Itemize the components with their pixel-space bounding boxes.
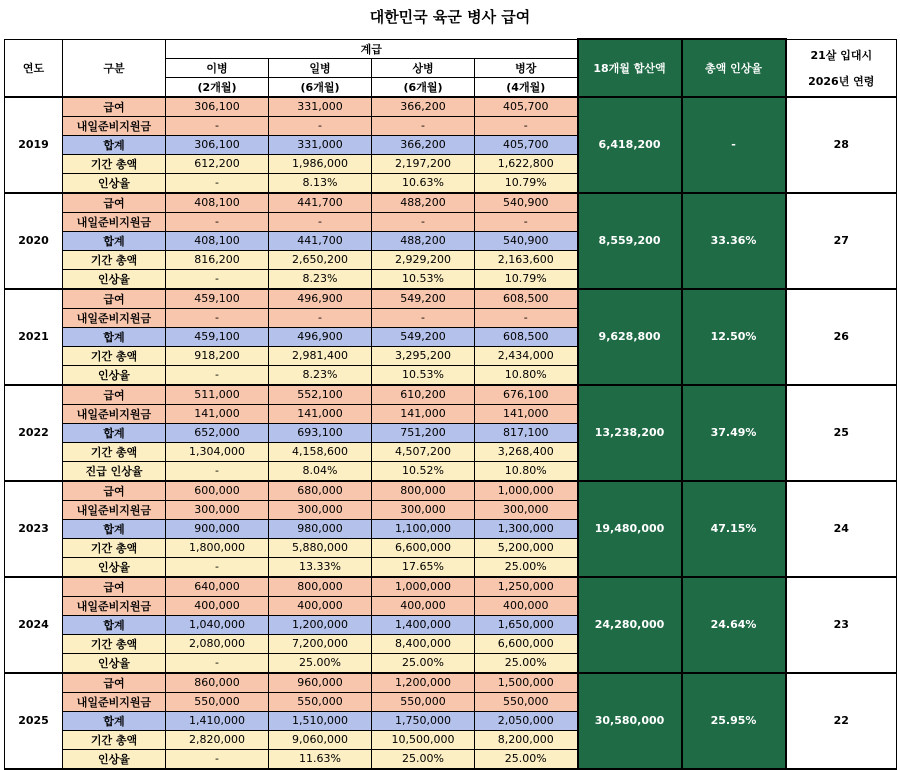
age-cell: 23 <box>786 577 897 673</box>
value-cell: 1,300,000 <box>475 519 578 538</box>
value-cell: 980,000 <box>269 519 372 538</box>
salary-table <box>4 38 897 770</box>
value-cell: 496,900 <box>269 327 372 346</box>
page-title: 대한민국 육군 병사 급여 <box>369 8 531 26</box>
age-cell: 26 <box>786 289 897 385</box>
value-cell: - <box>372 308 475 327</box>
value-cell: 488,200 <box>372 193 475 213</box>
value-cell: 331,000 <box>269 97 372 117</box>
rank-name: 일병 <box>269 58 372 77</box>
value-cell: - <box>269 116 372 135</box>
value-cell: 441,700 <box>269 231 372 250</box>
header-age-line1: 21살 입대시 <box>810 48 873 62</box>
table-row <box>5 385 897 405</box>
value-cell: 751,200 <box>372 423 475 442</box>
value-cell: 25.00% <box>372 653 475 673</box>
value-cell: 608,500 <box>475 327 578 346</box>
row-label: 급여 <box>63 97 166 117</box>
value-cell: 680,000 <box>269 481 372 501</box>
value-cell: 141,000 <box>269 404 372 423</box>
value-cell: 2,197,200 <box>372 154 475 173</box>
row-label: 합계 <box>63 423 166 442</box>
value-cell: 1,750,000 <box>372 711 475 730</box>
value-cell: 8.13% <box>269 173 372 193</box>
value-cell: 1,650,000 <box>475 615 578 634</box>
value-cell: 1,200,000 <box>269 615 372 634</box>
value-cell: 2,434,000 <box>475 346 578 365</box>
total18-cell: 9,628,800 <box>578 289 682 385</box>
value-cell: 1,040,000 <box>166 615 269 634</box>
value-cell: 1,500,000 <box>475 673 578 693</box>
value-cell: 11.63% <box>269 749 372 769</box>
row-label: 기간 총액 <box>63 730 166 749</box>
value-cell: 300,000 <box>475 500 578 519</box>
value-cell: 400,000 <box>372 596 475 615</box>
value-cell: 8,200,000 <box>475 730 578 749</box>
value-cell: 10.80% <box>475 461 578 481</box>
value-cell: 10.79% <box>475 173 578 193</box>
year-cell: 2023 <box>5 481 63 577</box>
value-cell: 1,000,000 <box>475 481 578 501</box>
row-label: 내일준비지원금 <box>63 596 166 615</box>
value-cell: 17.65% <box>372 557 475 577</box>
raise-cell: 33.36% <box>682 193 786 289</box>
value-cell: 900,000 <box>166 519 269 538</box>
value-cell: - <box>166 269 269 289</box>
row-label: 기간 총액 <box>63 538 166 557</box>
value-cell: 405,700 <box>475 135 578 154</box>
value-cell: - <box>166 557 269 577</box>
header-age <box>786 39 897 97</box>
value-cell: 8.04% <box>269 461 372 481</box>
value-cell: 1,200,000 <box>372 673 475 693</box>
value-cell: - <box>475 308 578 327</box>
value-cell: - <box>166 461 269 481</box>
age-cell: 22 <box>786 673 897 769</box>
table-row <box>5 97 897 117</box>
value-cell: - <box>166 212 269 231</box>
value-cell: 10.63% <box>372 173 475 193</box>
value-cell: - <box>166 749 269 769</box>
rank-name: 이병 <box>166 58 269 77</box>
row-label: 급여 <box>63 481 166 501</box>
value-cell: 816,200 <box>166 250 269 269</box>
value-cell: 408,100 <box>166 231 269 250</box>
row-label: 합계 <box>63 519 166 538</box>
value-cell: 5,200,000 <box>475 538 578 557</box>
value-cell: 1,400,000 <box>372 615 475 634</box>
value-cell: - <box>372 212 475 231</box>
value-cell: 10.53% <box>372 269 475 289</box>
total18-cell: 6,418,200 <box>578 97 682 193</box>
table-row <box>5 193 897 213</box>
total18-cell: 30,580,000 <box>578 673 682 769</box>
value-cell: 550,000 <box>372 692 475 711</box>
value-cell: 2,163,600 <box>475 250 578 269</box>
raise-cell: 47.15% <box>682 481 786 577</box>
value-cell: 6,600,000 <box>475 634 578 653</box>
salary-table-body <box>5 97 897 769</box>
value-cell: - <box>372 116 475 135</box>
row-label: 기간 총액 <box>63 634 166 653</box>
header-category: 구분 <box>63 39 166 97</box>
year-cell: 2025 <box>5 673 63 769</box>
value-cell: 13.33% <box>269 557 372 577</box>
value-cell: 496,900 <box>269 289 372 309</box>
value-cell: 306,100 <box>166 97 269 117</box>
rank-months: (6개월) <box>372 77 475 97</box>
value-cell: - <box>166 365 269 385</box>
value-cell: 25.00% <box>475 749 578 769</box>
total18-cell: 24,280,000 <box>578 577 682 673</box>
row-label: 급여 <box>63 193 166 213</box>
row-label: 인상율 <box>63 365 166 385</box>
value-cell: 10.79% <box>475 269 578 289</box>
year-cell: 2024 <box>5 577 63 673</box>
value-cell: 2,650,200 <box>269 250 372 269</box>
value-cell: 400,000 <box>166 596 269 615</box>
value-cell: 550,000 <box>166 692 269 711</box>
value-cell: - <box>269 308 372 327</box>
value-cell: 8,400,000 <box>372 634 475 653</box>
row-label: 급여 <box>63 289 166 309</box>
row-label: 인상율 <box>63 653 166 673</box>
value-cell: 300,000 <box>269 500 372 519</box>
age-cell: 27 <box>786 193 897 289</box>
value-cell: 1,510,000 <box>269 711 372 730</box>
row-label: 급여 <box>63 673 166 693</box>
value-cell: 459,100 <box>166 289 269 309</box>
value-cell: 6,600,000 <box>372 538 475 557</box>
value-cell: 25.00% <box>372 749 475 769</box>
value-cell: 405,700 <box>475 97 578 117</box>
value-cell: 2,050,000 <box>475 711 578 730</box>
value-cell: 693,100 <box>269 423 372 442</box>
header-rank-group: 계급 <box>166 39 578 58</box>
value-cell: 676,100 <box>475 385 578 405</box>
value-cell: 10.80% <box>475 365 578 385</box>
rank-months: (6개월) <box>269 77 372 97</box>
value-cell: 25.00% <box>475 557 578 577</box>
table-row <box>5 481 897 501</box>
value-cell: - <box>166 308 269 327</box>
value-cell: 10.53% <box>372 365 475 385</box>
raise-cell: - <box>682 97 786 193</box>
value-cell: 5,880,000 <box>269 538 372 557</box>
value-cell: 141,000 <box>372 404 475 423</box>
value-cell: 1,250,000 <box>475 577 578 597</box>
value-cell: 549,200 <box>372 289 475 309</box>
value-cell: 1,800,000 <box>166 538 269 557</box>
row-label: 합계 <box>63 711 166 730</box>
value-cell: 2,929,200 <box>372 250 475 269</box>
value-cell: 300,000 <box>372 500 475 519</box>
value-cell: 511,000 <box>166 385 269 405</box>
value-cell: 400,000 <box>269 596 372 615</box>
row-label: 내일준비지원금 <box>63 308 166 327</box>
value-cell: 10,500,000 <box>372 730 475 749</box>
raise-cell: 37.49% <box>682 385 786 481</box>
header-year: 연도 <box>5 39 63 97</box>
row-label: 기간 총액 <box>63 346 166 365</box>
value-cell: 4,507,200 <box>372 442 475 461</box>
value-cell: 817,100 <box>475 423 578 442</box>
row-label: 합계 <box>63 327 166 346</box>
value-cell: 408,100 <box>166 193 269 213</box>
row-label: 기간 총액 <box>63 154 166 173</box>
raise-cell: 25.95% <box>682 673 786 769</box>
value-cell: 608,500 <box>475 289 578 309</box>
row-label: 진급 인상율 <box>63 461 166 481</box>
year-cell: 2020 <box>5 193 63 289</box>
value-cell: 400,000 <box>475 596 578 615</box>
rank-name: 병장 <box>475 58 578 77</box>
row-label: 내일준비지원금 <box>63 212 166 231</box>
value-cell: 2,820,000 <box>166 730 269 749</box>
value-cell: 300,000 <box>166 500 269 519</box>
age-cell: 28 <box>786 97 897 193</box>
value-cell: 366,200 <box>372 97 475 117</box>
value-cell: 612,200 <box>166 154 269 173</box>
value-cell: 610,200 <box>372 385 475 405</box>
row-label: 기간 총액 <box>63 250 166 269</box>
value-cell: 8.23% <box>269 365 372 385</box>
table-row <box>5 673 897 693</box>
value-cell: 540,900 <box>475 231 578 250</box>
value-cell: - <box>475 212 578 231</box>
value-cell: 1,100,000 <box>372 519 475 538</box>
value-cell: 860,000 <box>166 673 269 693</box>
row-label: 기간 총액 <box>63 442 166 461</box>
value-cell: 918,200 <box>166 346 269 365</box>
value-cell: 25.00% <box>269 653 372 673</box>
header-age-line2: 2026년 연령 <box>808 74 875 88</box>
age-cell: 24 <box>786 481 897 577</box>
row-label: 급여 <box>63 577 166 597</box>
rank-months: (4개월) <box>475 77 578 97</box>
value-cell: - <box>166 653 269 673</box>
value-cell: 4,158,600 <box>269 442 372 461</box>
year-cell: 2019 <box>5 97 63 193</box>
value-cell: 2,981,400 <box>269 346 372 365</box>
value-cell: 960,000 <box>269 673 372 693</box>
row-label: 내일준비지원금 <box>63 500 166 519</box>
value-cell: 800,000 <box>372 481 475 501</box>
age-cell: 25 <box>786 385 897 481</box>
row-label: 인상율 <box>63 269 166 289</box>
value-cell: 652,000 <box>166 423 269 442</box>
total18-cell: 8,559,200 <box>578 193 682 289</box>
value-cell: 800,000 <box>269 577 372 597</box>
row-label: 합계 <box>63 135 166 154</box>
value-cell: 600,000 <box>166 481 269 501</box>
value-cell: 540,900 <box>475 193 578 213</box>
value-cell: 3,268,400 <box>475 442 578 461</box>
value-cell: 1,000,000 <box>372 577 475 597</box>
row-label: 내일준비지원금 <box>63 116 166 135</box>
value-cell: 1,986,000 <box>269 154 372 173</box>
value-cell: 459,100 <box>166 327 269 346</box>
year-cell: 2022 <box>5 385 63 481</box>
total18-cell: 19,480,000 <box>578 481 682 577</box>
rank-months: (2개월) <box>166 77 269 97</box>
value-cell: 366,200 <box>372 135 475 154</box>
value-cell: - <box>269 212 372 231</box>
value-cell: 10.52% <box>372 461 475 481</box>
row-label: 인상율 <box>63 557 166 577</box>
raise-cell: 12.50% <box>682 289 786 385</box>
value-cell: 1,304,000 <box>166 442 269 461</box>
value-cell: 9,060,000 <box>269 730 372 749</box>
row-label: 인상율 <box>63 749 166 769</box>
value-cell: 550,000 <box>475 692 578 711</box>
header-total18: 18개월 합산액 <box>578 39 682 97</box>
value-cell: 552,100 <box>269 385 372 405</box>
row-label: 합계 <box>63 615 166 634</box>
value-cell: 550,000 <box>269 692 372 711</box>
value-cell: 2,080,000 <box>166 634 269 653</box>
raise-cell: 24.64% <box>682 577 786 673</box>
year-cell: 2021 <box>5 289 63 385</box>
value-cell: 1,410,000 <box>166 711 269 730</box>
row-label: 내일준비지원금 <box>63 404 166 423</box>
value-cell: 1,622,800 <box>475 154 578 173</box>
value-cell: 488,200 <box>372 231 475 250</box>
value-cell: 640,000 <box>166 577 269 597</box>
table-row <box>5 577 897 597</box>
value-cell: - <box>166 173 269 193</box>
row-label: 내일준비지원금 <box>63 692 166 711</box>
value-cell: 3,295,200 <box>372 346 475 365</box>
value-cell: 25.00% <box>475 653 578 673</box>
value-cell: - <box>166 116 269 135</box>
value-cell: 141,000 <box>475 404 578 423</box>
row-label: 합계 <box>63 231 166 250</box>
row-label: 급여 <box>63 385 166 405</box>
total18-cell: 13,238,200 <box>578 385 682 481</box>
row-label: 인상율 <box>63 173 166 193</box>
value-cell: 306,100 <box>166 135 269 154</box>
header-raise: 총액 인상율 <box>682 39 786 97</box>
value-cell: 8.23% <box>269 269 372 289</box>
rank-name: 상병 <box>372 58 475 77</box>
value-cell: 331,000 <box>269 135 372 154</box>
value-cell: 141,000 <box>166 404 269 423</box>
value-cell: 549,200 <box>372 327 475 346</box>
value-cell: 7,200,000 <box>269 634 372 653</box>
value-cell: 441,700 <box>269 193 372 213</box>
table-row <box>5 289 897 309</box>
value-cell: - <box>475 116 578 135</box>
